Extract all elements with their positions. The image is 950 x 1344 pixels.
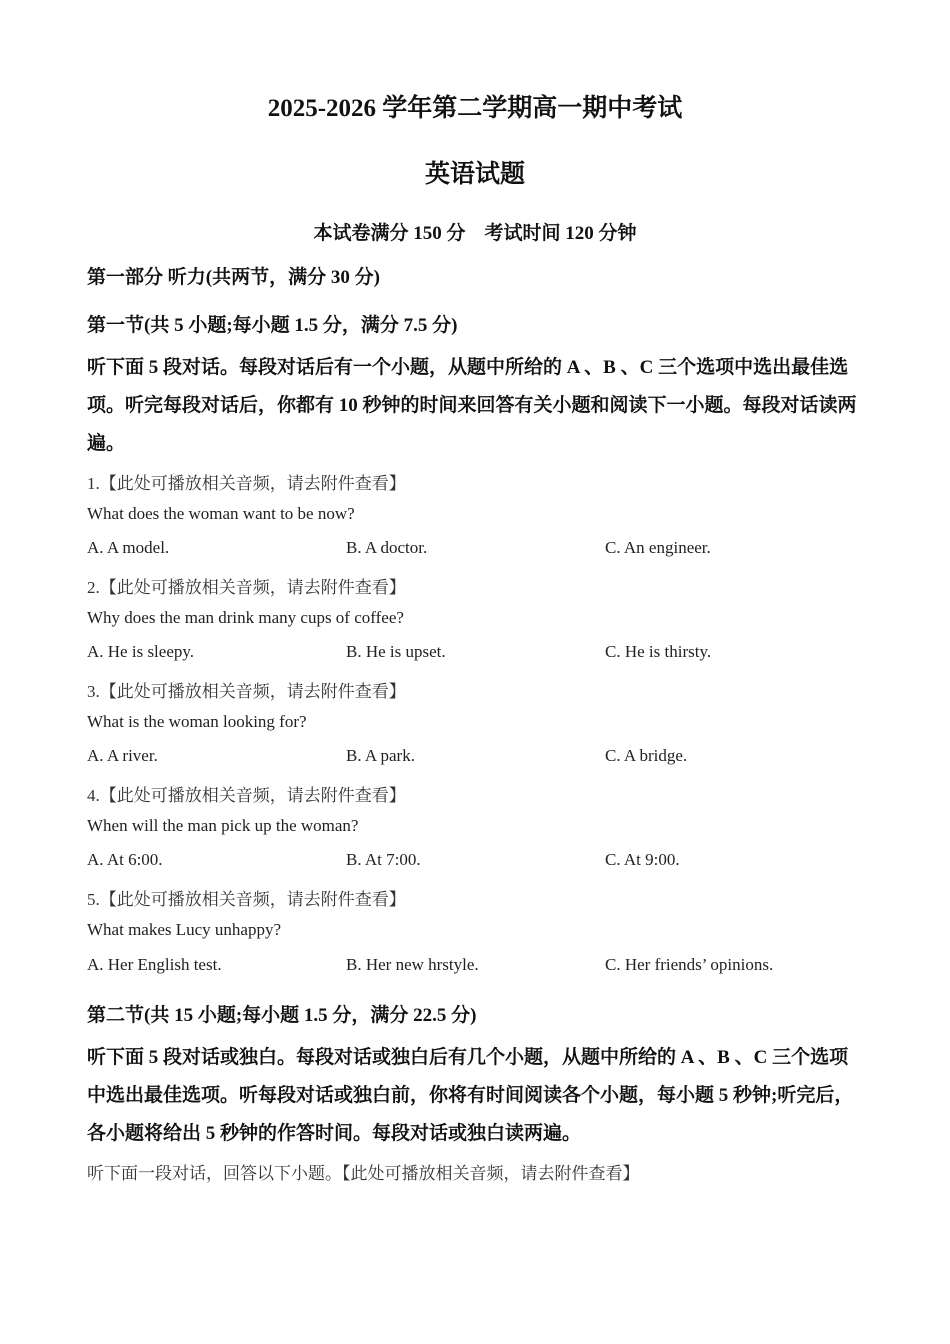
section1-heading: 第一节(共 5 小题;每小题 1.5 分，满分 7.5 分) <box>87 315 458 336</box>
question-text-q3: What is the woman looking for? <box>87 712 307 731</box>
option-c-q5: C. Her friends’ opinions. <box>605 955 774 974</box>
option-b-q3: B. A park. <box>346 746 415 765</box>
option-c-q3: C. A bridge. <box>605 746 688 765</box>
option-c-q4: C. At 9:00. <box>605 850 680 869</box>
option-b-q2: B. He is upset. <box>346 642 446 661</box>
question-text-q4: When will the man pick up the woman? <box>87 816 359 835</box>
audio-placeholder-q5[interactable]: 5.【此处可播放相关音频，请去附件查看】 <box>87 890 406 909</box>
audio-placeholder-q4[interactable]: 4.【此处可播放相关音频，请去附件查看】 <box>87 786 406 805</box>
option-b-q1: B. A doctor. <box>346 538 428 557</box>
audio-placeholder-q1[interactable]: 1.【此处可播放相关音频，请去附件查看】 <box>87 474 406 493</box>
option-a-q2: A. He is sleepy. <box>87 642 195 661</box>
audio-placeholder-section2[interactable]: 听下面一段对话，回答以下小题。【此处可播放相关音频，请去附件查看】 <box>87 1164 640 1183</box>
option-c-q2: C. He is thirsty. <box>605 642 712 661</box>
exam-title: 2025-2026 学年第二学期高一期中考试 <box>267 95 683 122</box>
option-c-q1: C. An engineer. <box>605 538 711 557</box>
section2-heading: 第二节(共 15 小题;每小题 1.5 分，满分 22.5 分) <box>87 1005 477 1026</box>
section1-instructions: 听下面 5 段对话。每段对话后有一个小题，从题中所给的 A 、B 、C 三个选项中选出最佳选项。听完每段对话后，你都有 10 秒钟的时间来回答有关小题和阅读下一小题。每段对话读两遍。 <box>87 357 857 454</box>
part1-heading: 第一部分 听力(共两节，满分 30 分) <box>87 267 380 288</box>
section2-instructions: 听下面 5 段对话或独白。每段对话或独白后有几个小题，从题中所给的 A 、B 、C 三个选项中选出最佳选项。听每段对话或独白前，你将有时间阅读各个小题，每小题 5 秒钟;听完后，各小题将给出 5 秒钟的作答时间。每段对话或独白读两遍。 <box>87 1047 854 1144</box>
audio-placeholder-q2[interactable]: 2.【此处可播放相关音频，请去附件查看】 <box>87 578 406 597</box>
audio-placeholder-q3[interactable]: 3.【此处可播放相关音频，请去附件查看】 <box>87 682 406 701</box>
question-text-q2: Why does the man drink many cups of coffee? <box>87 608 404 627</box>
option-a-q4: A. At 6:00. <box>87 850 163 869</box>
question-text-q1: What does the woman want to be now? <box>87 504 355 523</box>
option-a-q5: A. Her English test. <box>87 955 222 974</box>
option-a-q3: A. A river. <box>87 746 158 765</box>
question-text-q5: What makes Lucy unhappy? <box>87 920 282 939</box>
exam-info: 本试卷满分 150 分 考试时间 120 分钟 <box>313 223 637 244</box>
option-b-q5: B. Her new hrstyle. <box>346 955 479 974</box>
subject-title: 英语试题 <box>424 161 525 188</box>
option-a-q1: A. A model. <box>87 538 170 557</box>
option-b-q4: B. At 7:00. <box>346 850 421 869</box>
